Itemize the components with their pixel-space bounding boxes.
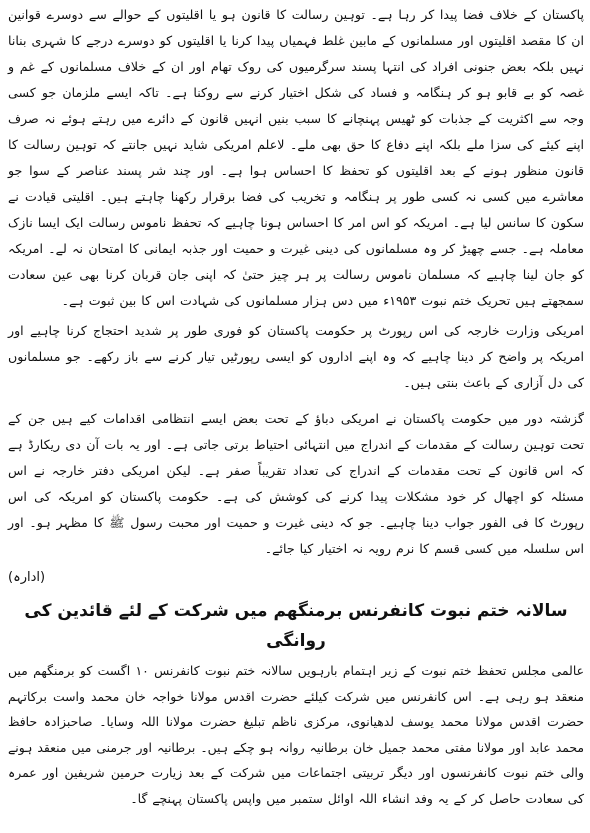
body-paragraph-1: پاکستان کے خلاف فضا پیدا کر رہا ہے۔ توہین رسالت کا قانون ہو یا اقلیتوں کے حوالے سے دوسرے قوانین ان کا مقصد اقلیتوں اور مسلمانوں کے مابین غلط فہمیاں پیدا کرنا یا اقلیتوں کو دوسرے درجے کا شہری بنانا نہیں بلکہ بعض جنونی افراد کی انتہا پسند سرگرمیوں کی روک تھام اور ان کے خلاف مسلمانوں کے غم و غصہ کو بے قابو ہو کر ہنگامہ و فساد کی شکل اختیار کرنے سے روکنا ہے۔ تاکہ ایسے ملزمان جو کسی وجہ سے اکثریت کے جذبات کو ٹھیس پہنچانے کا سبب بنیں انہیں قانون کے دائرے میں رہتے ہوئے نہ صرف اپنے کیئے کی سزا ملے بلکہ اپنے دفاع کا حق بھی ملے۔ لاعلم امریکی شاید نہیں جانتے کہ توہین رسالت کا قانون منظور ہونے کے بعد اقلیتوں کو تحفظ کا احساس ہوا ہے۔ اور چند شر پسند عناصر کے سوا جو معاشرے میں کسی نہ کسی طور پر ہنگامہ و تخریب کی فضا برقرار رکھنا چاہتے ہیں۔ اقلیتی قیادت نے سکون کا سانس لیا ہے۔ امریکہ کو اس امر کا احساس ہونا چاہیے کہ تحفظ ناموس رسالت ایک ایسا نازک معاملہ ہے۔ جسے چھیڑ کر وہ مسلمانوں کی دینی غیرت و حمیت اور جذبہ ایمانی کا امتحان نہ لے۔ امریکہ کو جان لینا چاہیے کہ مسلمان ناموس رسالت پر ہر چیز حتیٰ کہ اپنی جان قربان کرنا بھی عین سعادت سمجھتے ہیں تحریک ختم نبوت ۱۹۵۳ء میں دس ہزار مسلمانوں کی شہادت اس کا بین ثبوت ہے۔ — [8, 7, 584, 308]
news-heading: سالانہ ختم نبوت کانفرنس برمنگھم میں شرکت کے لئے قائدین کی روانگی — [24, 601, 568, 651]
body-paragraph-3: گزشتہ دور میں حکومت پاکستان نے امریکی دباؤ کے تحت بعض ایسے انتظامی اقدامات کیے ہیں جن کے تحت توہین رسالت کے مقدمات کے اندراج میں انتہائی احتیاط برتی جاتی ہے۔ اور یہ بات آن دی ریکارڈ ہے کہ اس قانون کے تحت مقدمات کے اندراج کی تعداد تقریباً صفر ہے۔ لیکن امریکی دفتر خارجہ نے اس مسئلہ کو اچھال کر خود مشکلات پیدا کرنے کی کوشش کی ہے۔ حکومت پاکستان کو امریکہ کی اس رپورٹ کا فی الفور جواب دینا چاہیے۔ جو کہ دینی غیرت و حمیت اور محبت رسول ﷺ کا مظہر ہو۔ اور اس سلسلہ میں کسی قسم کا نرم رویہ نہ اختیار کیا جائے۔ — [8, 411, 584, 556]
news-paragraph: عالمی مجلس تحفظ ختم نبوت کے زیر اہتمام بارہویں سالانہ ختم نبوت کانفرنس ۱۰ اگست کو برمنگھم میں منعقد ہو رہی ہے۔ اس کانفرنس میں شرکت کیلئے حضرت اقدس مولانا خواجہ خان محمد واست برکاتہم حضرت اقدس مولانا محمد یوسف لدھیانوی، مرکزی ناظم تبلیغ حضرت مولانا اللہ وسایا۔ صاحبزادہ حافظ محمد عابد اور مولانا مفتی محمد جمیل خان برطانیہ روانہ ہو چکے ہیں۔ برطانیہ اور جرمنی میں منعقد ہونے والی ختم نبوت کانفرنسوں اور دیگر تربیتی اجتماعات میں شرکت کے بعد زیارت حرمین شریفین اور عمرہ کی سعادت حاصل کر کے یہ وفد انشاء اللہ اوائل ستمبر میں واپس پاکستان پہنچے گا۔ — [8, 663, 584, 806]
body-paragraph-2: امریکی وزارت خارجہ کی اس رپورٹ پر حکومت پاکستان کو فوری طور پر شدید احتجاج کرنا چاہیے اور امریکہ پر واضح کر دینا چاہیے کہ وہ اپنے اداروں کو ایسی رپورٹیں تیار کرنے سے باز رکھے۔ جو مسلمانوں کی دل آزاری کے باعث بنتی ہیں۔ — [8, 323, 584, 390]
attribution-label: (ادارہ) — [8, 570, 46, 585]
